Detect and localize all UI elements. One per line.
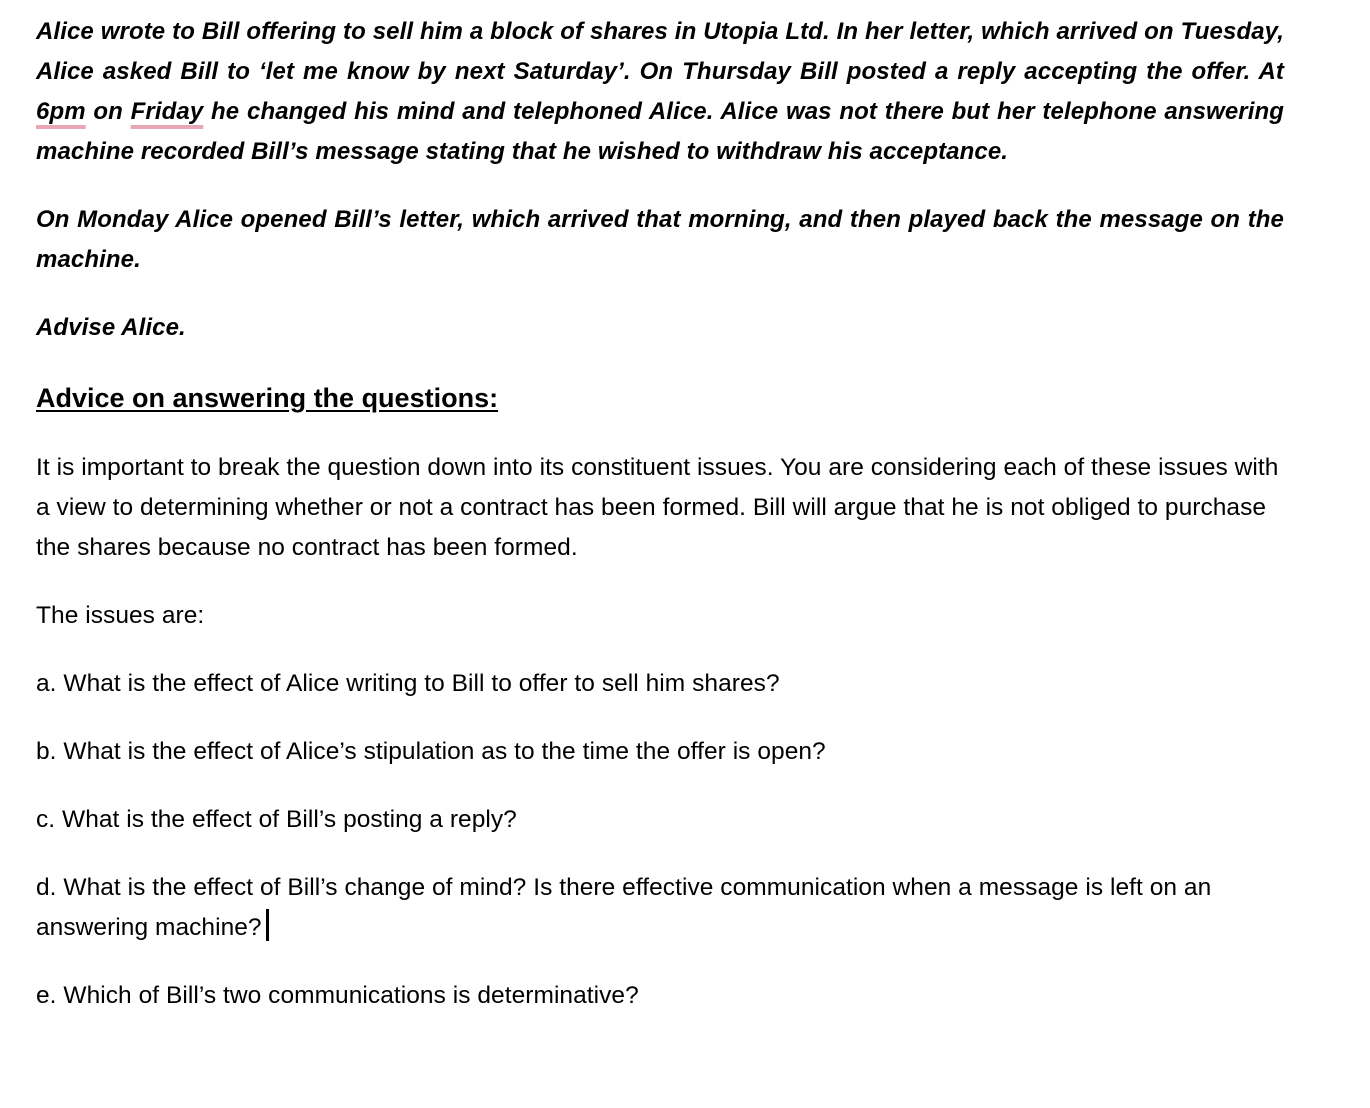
problem-question <box>36 12 1284 348</box>
issue-item-d-text: d. What is the effect of Bill’s change of mind? Is there effective communication when a message is left on an answering machine? <box>36 874 1212 941</box>
text-cursor <box>266 909 269 941</box>
advice-heading[interactable]: Advice on answering the questions: <box>36 383 499 413</box>
problem-text: he changed his mind and telephoned Alice. Alice was not there but her telephone answering machine recorded Bill’s message stating that he wished to withdraw his acceptance. <box>36 98 1284 165</box>
advice-intro-paragraph[interactable]: It is important to break the question down into its constituent issues. You are considering each of these issues with a view to determining whether or not a contract has been formed. Bill will argue that he is not obliged to purchase the shares because no contract has been formed. <box>36 454 1279 561</box>
issue-item-e[interactable]: e. Which of Bill’s two communications is determinative? <box>36 982 639 1009</box>
spellcheck-flagged-word[interactable]: Friday <box>130 98 204 125</box>
issue-item-c[interactable]: c. What is the effect of Bill’s posting a reply? <box>36 806 517 833</box>
issue-item-b[interactable]: b. What is the effect of Alice’s stipulation as to the time the offer is open? <box>36 738 826 765</box>
problem-text: on <box>85 98 131 125</box>
spellcheck-flagged-word[interactable]: 6pm <box>36 98 86 125</box>
problem-text: Alice wrote to Bill offering to sell him a block of shares in Utopia Ltd. In her letter, which arrived on Tuesday, Alice asked Bill to ‘let me know by next Saturday’. On Thursday Bill posted a reply accepting the offer. At <box>36 18 1284 85</box>
problem-paragraph-2[interactable]: On Monday Alice opened Bill’s letter, which arrived that morning, and then played back the message on the machine. <box>36 206 1284 273</box>
document-page <box>36 12 1284 1044</box>
advice-section <box>36 378 1284 1016</box>
issues-label[interactable]: The issues are: <box>36 602 205 629</box>
problem-instruction[interactable]: Advise Alice. <box>36 314 186 341</box>
problem-paragraph-1[interactable] <box>36 12 1284 172</box>
issue-item-d[interactable] <box>36 868 1284 948</box>
issue-item-a[interactable]: a. What is the effect of Alice writing to Bill to offer to sell him shares? <box>36 670 780 697</box>
